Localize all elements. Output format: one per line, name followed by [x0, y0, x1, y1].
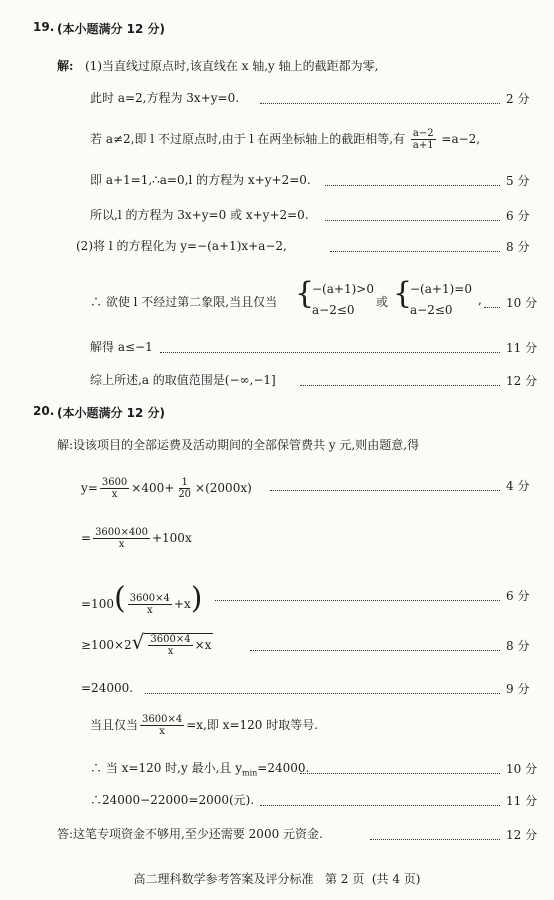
system2-line1: −(a+1)=0 — [410, 282, 472, 296]
system1-line2: a−2≤0 — [312, 303, 355, 317]
score: 11 分 — [506, 341, 538, 355]
q20-line1: y= $\frac{3600}{x}$ ×400+ $\frac{1}{20}$ ×(2000x) — [81, 477, 252, 500]
score: 10 分 — [506, 762, 538, 776]
score: 5 分 — [506, 174, 530, 188]
dotted-leader — [370, 839, 500, 840]
score: 8 分 — [506, 240, 530, 254]
q20-header: (本小题满分 12 分) — [57, 406, 166, 420]
comma: , — [478, 293, 482, 307]
system1-line1: −(a+1)>0 — [312, 282, 374, 296]
score: 6 分 — [506, 589, 530, 603]
score: 2 分 — [506, 92, 530, 106]
q20-line6: 当且仅当 $\frac{3600\times 4}{x}$ =x,即 x=120 时取等号. — [90, 714, 319, 737]
score: 12 分 — [506, 828, 538, 842]
dotted-leader — [145, 693, 500, 694]
left-brace: { — [393, 276, 413, 311]
page-footer: 高二理科数学参考答案及评分标准 第 2 页 (共 4 页) — [133, 872, 421, 886]
or-label: 或 — [376, 295, 389, 309]
q19-line1: 此时 a=2,方程为 3x+y=0. — [90, 91, 240, 105]
q20-line8: ∴24000−22000=2000(元). — [90, 793, 255, 807]
dotted-leader — [160, 352, 500, 353]
q20-line7: ∴ 当 x=120 时,y 最小,且 $y_{min}=24000$. — [90, 761, 310, 778]
score: 4 分 — [506, 479, 530, 493]
dotted-leader — [260, 103, 500, 104]
q19-line3: 即 a+1=1,∴a=0,l 的方程为 x+y+2=0. — [90, 173, 311, 187]
fraction: $\frac{3600\times 4}{x}$ — [129, 593, 170, 616]
dotted-leader — [484, 307, 500, 308]
score: 8 分 — [506, 639, 530, 653]
q19-line4: 所以,l 的方程为 3x+y=0 或 x+y+2=0. — [90, 208, 309, 222]
fraction: $\frac{3600\times 4}{x}$ — [142, 714, 183, 737]
q19-line5: (2)将 l 的方程化为 y=−(a+1)x+a−2, — [76, 239, 287, 253]
right-paren: ) — [190, 581, 203, 616]
fraction: $\frac{3600}{x}$ — [101, 477, 128, 500]
system2-line2: a−2≤0 — [410, 303, 453, 317]
q20-line5: =24000. — [81, 681, 134, 695]
score: 11 分 — [506, 794, 538, 808]
q19-number: 19. — [33, 20, 55, 34]
q19-line7: 解得 a≤−1 — [90, 340, 153, 354]
q19-line6: ∴ 欲使 l 不经过第二象限,当且仅当 — [90, 295, 278, 309]
score: 9 分 — [506, 682, 530, 696]
q20-line2: = $\frac{3600\times 400}{x}$ +100x — [81, 527, 192, 550]
q19-line8: 综上所述,a 的取值范围是(−∞,−1] — [90, 373, 276, 387]
q19-line2: 若 a≠2,即 l 不过原点时,由于 l 在两坐标轴上的截距相等,有 $\frac{a-2}{a+1}$ =a−2, — [90, 128, 481, 151]
score: 6 分 — [506, 209, 530, 223]
fraction: $\frac{3600\times 4}{x}$ — [150, 634, 191, 657]
dotted-leader — [215, 600, 500, 601]
left-paren: ( — [113, 581, 126, 616]
sqrt-sign: √ — [131, 630, 145, 654]
q20-answer: 答:这笔专项资金不够用,至少还需要 2000 元资金. — [57, 827, 323, 841]
fraction: $\frac{1}{20}$ — [178, 477, 192, 500]
dotted-leader — [325, 220, 500, 221]
dotted-leader — [260, 805, 500, 806]
dotted-leader — [250, 650, 500, 651]
dotted-leader — [325, 185, 500, 186]
fraction: $\frac{a-2}{a+1}$ — [412, 128, 434, 151]
radicand: $\frac{3600\times 4}{x}$ ×x — [144, 633, 213, 657]
dotted-leader — [300, 385, 500, 386]
q19-part1: (1)当直线过原点时,该直线在 x 轴,y 轴上的截距都为零, — [85, 59, 379, 73]
fraction: $\frac{3600\times 400}{x}$ — [95, 527, 148, 550]
q20-intro: 解:设该项目的全部运费及活动期间的全部保管费共 y 元,则由题意,得 — [57, 438, 420, 452]
q19-header: (本小题满分 12 分) — [57, 22, 166, 36]
dotted-leader — [300, 773, 500, 774]
q20-line4: ≥100×2√ $\frac{3600\times 4}{x}$ ×x — [81, 630, 212, 657]
q19-solution-label: 解: — [57, 59, 74, 73]
dotted-leader — [330, 251, 500, 252]
q20-number: 20. — [33, 404, 55, 418]
score: 10 分 — [506, 296, 538, 310]
left-brace: { — [295, 276, 315, 311]
score: 12 分 — [506, 374, 538, 388]
dotted-leader — [270, 490, 500, 491]
q20-line3: =100( $\frac{3600\times 4}{x}$ +x) — [81, 581, 203, 616]
